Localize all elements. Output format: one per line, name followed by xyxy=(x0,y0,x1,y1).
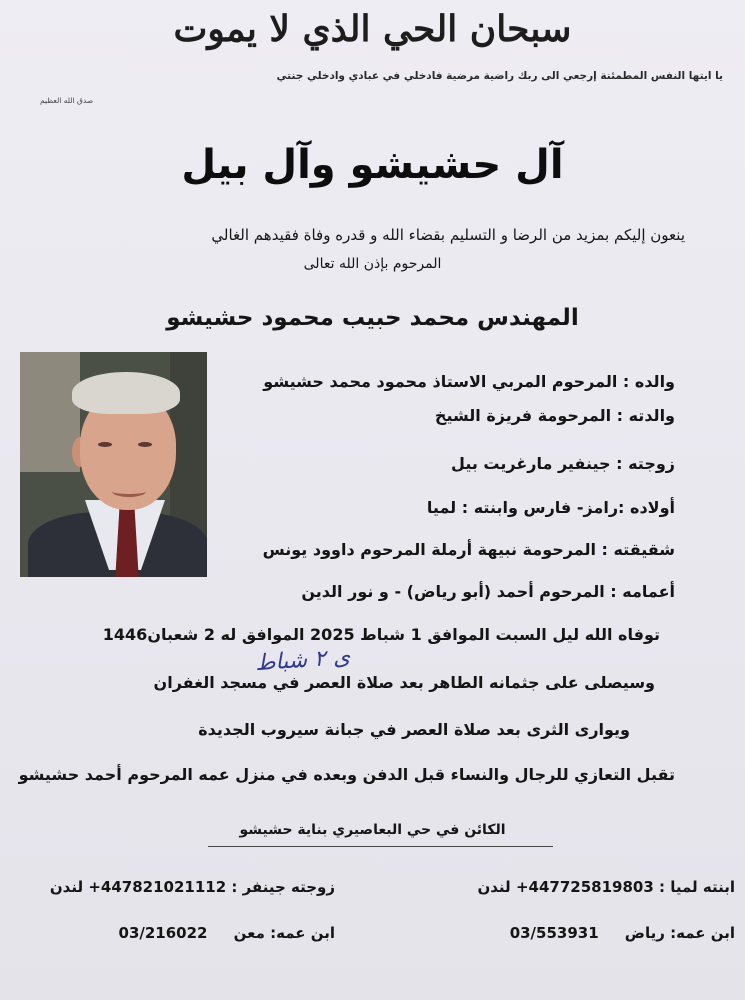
contact-label: ابن عمه: رياض xyxy=(624,924,735,942)
quran-verse: يا ايتها النفس المطمئنة إرجعي الى ربك راضية مرضية فادخلي في عبادي وادخلي جنتي xyxy=(276,70,723,82)
header-calligraphy: سبحان الحي الذي لا يموت xyxy=(173,8,572,50)
contact-city: لندن xyxy=(477,878,511,896)
address-line: الكائن في حي البعاصيري بناية حشيشو xyxy=(239,822,506,838)
family-title: آل حشيشو وآل بيل xyxy=(181,142,564,188)
contact-daughter xyxy=(477,878,735,896)
announcement-line-1: ينعون إليكم بمزيد من الرضا و التسليم بقضاء الله و قدره وفاة فقيدهم الغالي xyxy=(211,226,685,244)
contact-phone: +447725819803 xyxy=(515,878,654,896)
contact-wife xyxy=(50,878,335,896)
address-underline xyxy=(208,846,553,847)
father-line: والده : المرحوم المربي الاستاذ محمود محمد حشيشو xyxy=(263,372,675,391)
sister-line: شقيقته : المرحومة نبيهة أرملة المرحوم داوود يونس xyxy=(262,540,675,559)
contact-phone: 03/216022 xyxy=(118,924,208,942)
announcement-line-2: المرحوم بإذن الله تعالى xyxy=(303,256,442,272)
contact-phone: +447821021112 xyxy=(88,878,227,896)
contact-label: زوجته جينفر : xyxy=(231,878,335,896)
contact-phone: 03/553931 xyxy=(509,924,599,942)
condolences-line: تقبل التعازي للرجال والنساء قبل الدفن وبعده في منزل عمه المرحوم أحمد حشيشو xyxy=(18,765,675,784)
funeral-prayer-line: وسيصلى على جثمانه الطاهر بعد صلاة العصر في مسجد الغفران xyxy=(153,673,655,692)
contact-cousin-riad xyxy=(510,924,735,942)
deceased-portrait xyxy=(20,352,207,577)
handwritten-note: ى ٢ شباط xyxy=(254,644,351,677)
mother-line: والدته : المرحومة فريزة الشيخ xyxy=(434,406,675,425)
contact-label: ابنته لميا : xyxy=(658,878,735,896)
death-date-line: توفاه الله ليل السبت الموافق 1 شباط 2025 الموافق له 2 شعبان1446 xyxy=(102,625,660,644)
verse-closing: صدق الله العظيم xyxy=(40,96,94,105)
contact-label: ابن عمه: معن xyxy=(233,924,335,942)
uncles-line: أعمامه : المرحوم أحمد (أبو رياض) - و نور الدين xyxy=(301,582,675,601)
contact-cousin-maan xyxy=(119,924,335,942)
burial-line: ويوارى الثرى بعد صلاة العصر في جبانة سيروب الجديدة xyxy=(198,720,630,739)
contact-city: لندن xyxy=(49,878,84,896)
deceased-name: المهندس محمد حبيب محمود حشيشو xyxy=(166,305,579,331)
wife-line: زوجته : جينفير مارغريت بيل xyxy=(451,454,675,473)
children-line: أولاده :رامز- فارس وابنته : لميا xyxy=(426,498,675,517)
